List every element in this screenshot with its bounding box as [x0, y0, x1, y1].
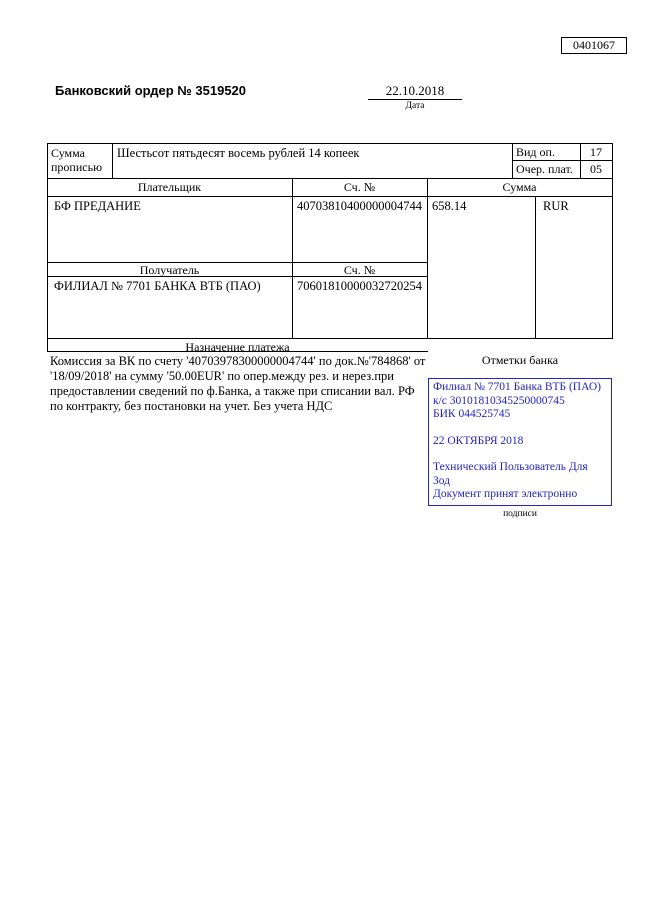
table-border-amount-col — [427, 178, 428, 338]
table-border-currency-col — [535, 196, 536, 338]
stamp-corr-account-line: к/с 30101810345250000745 — [433, 394, 565, 407]
payee-account-header: Сч. № — [343, 263, 376, 277]
form-code-box — [561, 37, 627, 54]
payer-name: БФ ПРЕДАНИЕ — [54, 199, 141, 213]
payer-header: Плательщик — [137, 180, 202, 194]
table-border-row1-bottom — [47, 178, 613, 179]
payee-account: 70601810000032720254 — [297, 279, 422, 293]
table-border-amountwords-label — [112, 143, 113, 178]
amount-words-label-line1: Сумма — [51, 146, 85, 160]
payer-account: 40703810400000004744 — [297, 199, 422, 213]
payee-header: Получатель — [139, 263, 200, 277]
payment-priority-label: Очер. плат. — [516, 162, 573, 176]
stamp-accepted-line: Документ принят электронно — [433, 488, 578, 500]
table-border-account-col — [292, 178, 293, 338]
table-border-optype-col — [512, 143, 513, 178]
date-value: 22.10.2018 — [385, 83, 445, 98]
amount-in-words: Шестьсот пятьдесят восемь рублей 14 копеек — [117, 146, 360, 160]
stamp-spacer — [433, 422, 607, 435]
bank-stamp — [428, 378, 612, 506]
op-type-label: Вид оп. — [516, 145, 555, 159]
amount-words-label-line2: прописью — [51, 160, 103, 174]
bank-marks-header: Отметки банка — [481, 353, 559, 367]
date-underline — [368, 99, 462, 100]
purpose-text: Комиссия за ВК по счету '40703978300000004744' по док.№'784868' от '18/09/2018' на сумму '50.00EUR' по опер.между рез. и нерез.при предоставлении сведений по ф.Банка, а также при списании вал. РФ по контракту, без постановки на учет. Без учета НДС — [50, 354, 426, 413]
date-label: Дата — [405, 101, 425, 111]
table-border-payer-header-bottom — [47, 196, 613, 197]
stamp-user-line: Технический Пользователь Для Зод — [433, 461, 588, 487]
payer-account-header: Сч. № — [343, 180, 376, 194]
signatures-label: подписи — [503, 509, 537, 519]
table-border-top — [47, 143, 613, 144]
op-type-value: 17 — [590, 145, 602, 159]
table-border-purpose-top — [47, 338, 613, 339]
table-border-optype-split — [512, 160, 613, 161]
stamp-branch-line: Филиал № 7701 Банка ВТБ (ПАО) — [433, 381, 601, 393]
form-code: 0401067 — [573, 38, 615, 52]
stamp-spacer — [433, 448, 607, 461]
document-title: Банковский ордер № 3519520 — [55, 83, 247, 98]
table-border-left — [47, 143, 48, 352]
purpose-header: Назначение платежа — [185, 340, 290, 354]
stamp-date-line: 22 ОКТЯБРЯ 2018 — [433, 434, 524, 447]
amount-value: 658.14 — [432, 199, 467, 213]
payee-name: ФИЛИАЛ № 7701 БАНКА ВТБ (ПАО) — [54, 279, 261, 293]
amount-header: Сумма — [502, 180, 537, 194]
stamp-bik-line: БИК 044525745 — [433, 408, 511, 420]
table-border-right — [612, 143, 613, 338]
amount-currency: RUR — [543, 199, 569, 213]
payment-priority-value: 05 — [590, 162, 602, 176]
